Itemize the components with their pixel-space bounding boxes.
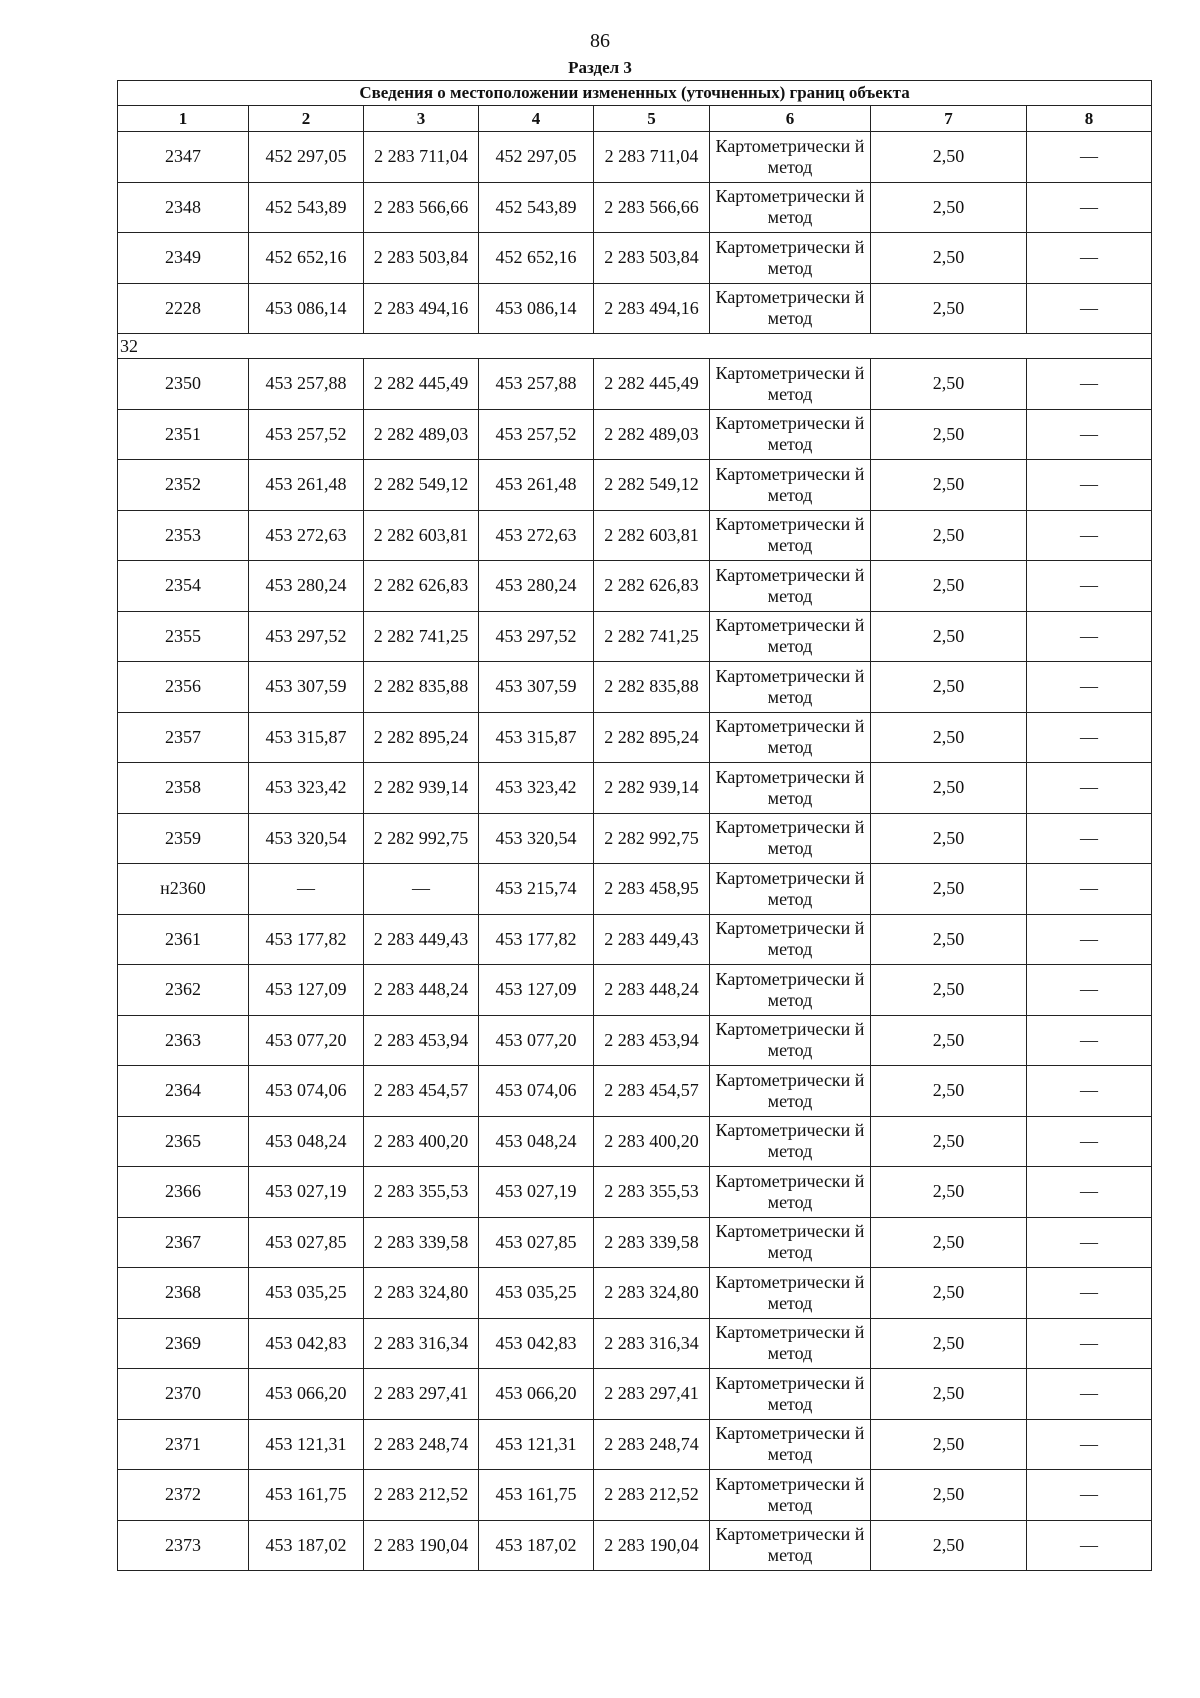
table-row [118, 1520, 1152, 1571]
y-existing-cell: 2 283 400,20 [364, 1116, 479, 1167]
table-row [118, 1470, 1152, 1521]
table-row [118, 864, 1152, 915]
y-refined-cell: 2 282 549,12 [594, 460, 710, 511]
table-caption-row [118, 81, 1152, 106]
method-cell: Картометрически й метод [710, 561, 871, 612]
accuracy-cell: 2,50 [871, 1318, 1027, 1369]
x-refined-cell: 453 042,83 [479, 1318, 594, 1369]
description-cell: — [1027, 1217, 1152, 1268]
x-existing-cell: 453 257,88 [249, 359, 364, 410]
table-row [118, 1116, 1152, 1167]
x-existing-cell: 453 177,82 [249, 914, 364, 965]
point-id-cell: 2373 [118, 1520, 249, 1571]
description-cell: — [1027, 611, 1152, 662]
method-cell: Картометрически й метод [710, 965, 871, 1016]
y-refined-cell: 2 283 503,84 [594, 233, 710, 284]
x-existing-cell: 452 543,89 [249, 182, 364, 233]
x-refined-cell: 453 127,09 [479, 965, 594, 1016]
x-refined-cell: 452 543,89 [479, 182, 594, 233]
x-refined-cell: 453 320,54 [479, 813, 594, 864]
table-row [118, 1167, 1152, 1218]
y-existing-cell: 2 283 449,43 [364, 914, 479, 965]
method-cell: Картометрически й метод [710, 182, 871, 233]
point-id-cell: 2362 [118, 965, 249, 1016]
description-cell: — [1027, 1369, 1152, 1420]
table-row [118, 182, 1152, 233]
x-existing-cell: — [249, 864, 364, 915]
y-existing-cell: 2 282 603,81 [364, 510, 479, 561]
table-row [118, 611, 1152, 662]
point-id-cell: 2363 [118, 1015, 249, 1066]
y-refined-cell: 2 282 939,14 [594, 763, 710, 814]
x-refined-cell: 453 280,24 [479, 561, 594, 612]
table-row [118, 409, 1152, 460]
point-id-cell: 2348 [118, 182, 249, 233]
table-row [118, 1268, 1152, 1319]
table-row [118, 763, 1152, 814]
y-existing-cell: 2 283 316,34 [364, 1318, 479, 1369]
method-cell: Картометрически й метод [710, 1470, 871, 1521]
accuracy-cell: 2,50 [871, 409, 1027, 460]
y-existing-cell: 2 283 494,16 [364, 283, 479, 334]
y-existing-cell: 2 283 566,66 [364, 182, 479, 233]
y-refined-cell: 2 283 448,24 [594, 965, 710, 1016]
point-id-cell: 2354 [118, 561, 249, 612]
x-existing-cell: 453 027,19 [249, 1167, 364, 1218]
table-row [118, 510, 1152, 561]
y-refined-cell: 2 283 711,04 [594, 132, 710, 183]
accuracy-cell: 2,50 [871, 813, 1027, 864]
table-caption: Сведения о местоположении измененных (уточненных) границ объекта [118, 81, 1152, 106]
accuracy-cell: 2,50 [871, 1217, 1027, 1268]
table-row [118, 1369, 1152, 1420]
point-id-cell: 2358 [118, 763, 249, 814]
point-id-cell: 2350 [118, 359, 249, 410]
x-existing-cell: 453 272,63 [249, 510, 364, 561]
method-cell: Картометрически й метод [710, 1167, 871, 1218]
y-refined-cell: 2 283 324,80 [594, 1268, 710, 1319]
description-cell: — [1027, 1318, 1152, 1369]
table-row [118, 460, 1152, 511]
x-existing-cell: 453 323,42 [249, 763, 364, 814]
table-row [118, 132, 1152, 183]
description-cell: — [1027, 1419, 1152, 1470]
x-existing-cell: 453 086,14 [249, 283, 364, 334]
x-existing-cell: 453 035,25 [249, 1268, 364, 1319]
point-id-cell: 2357 [118, 712, 249, 763]
table-row [118, 965, 1152, 1016]
y-refined-cell: 2 282 626,83 [594, 561, 710, 612]
accuracy-cell: 2,50 [871, 283, 1027, 334]
y-existing-cell: 2 282 835,88 [364, 662, 479, 713]
table-row [118, 1015, 1152, 1066]
description-cell: — [1027, 1066, 1152, 1117]
accuracy-cell: 2,50 [871, 1520, 1027, 1571]
description-cell: — [1027, 1015, 1152, 1066]
accuracy-cell: 2,50 [871, 132, 1027, 183]
y-existing-cell: 2 283 297,41 [364, 1369, 479, 1420]
method-cell: Картометрически й метод [710, 864, 871, 915]
column-number: 3 [364, 106, 479, 132]
column-number-row [118, 106, 1152, 132]
x-refined-cell: 453 027,85 [479, 1217, 594, 1268]
point-id-cell: 2359 [118, 813, 249, 864]
y-existing-cell: 2 282 445,49 [364, 359, 479, 410]
x-existing-cell: 453 261,48 [249, 460, 364, 511]
y-existing-cell: 2 283 454,57 [364, 1066, 479, 1117]
y-refined-cell: 2 283 458,95 [594, 864, 710, 915]
page-number: 86 [590, 30, 610, 52]
y-refined-cell: 2 282 992,75 [594, 813, 710, 864]
column-number: 2 [249, 106, 364, 132]
table-row [118, 359, 1152, 410]
table-row [118, 1419, 1152, 1470]
x-existing-cell: 453 320,54 [249, 813, 364, 864]
point-id-cell: 2228 [118, 283, 249, 334]
accuracy-cell: 2,50 [871, 1167, 1027, 1218]
method-cell: Картометрически й метод [710, 233, 871, 284]
x-existing-cell: 453 161,75 [249, 1470, 364, 1521]
method-cell: Картометрически й метод [710, 1369, 871, 1420]
description-cell: — [1027, 510, 1152, 561]
method-cell: Картометрически й метод [710, 763, 871, 814]
accuracy-cell: 2,50 [871, 1066, 1027, 1117]
x-existing-cell: 453 315,87 [249, 712, 364, 763]
y-existing-cell: 2 283 324,80 [364, 1268, 479, 1319]
description-cell: — [1027, 763, 1152, 814]
method-cell: Картометрически й метод [710, 132, 871, 183]
x-refined-cell: 453 035,25 [479, 1268, 594, 1319]
x-refined-cell: 453 086,14 [479, 283, 594, 334]
y-existing-cell: 2 283 190,04 [364, 1520, 479, 1571]
table-row [118, 283, 1152, 334]
accuracy-cell: 2,50 [871, 864, 1027, 915]
x-existing-cell: 452 297,05 [249, 132, 364, 183]
y-existing-cell: 2 283 453,94 [364, 1015, 479, 1066]
point-id-cell: н2360 [118, 864, 249, 915]
y-existing-cell: 2 282 992,75 [364, 813, 479, 864]
y-refined-cell: 2 283 400,20 [594, 1116, 710, 1167]
point-id-cell: 2372 [118, 1470, 249, 1521]
y-refined-cell: 2 283 449,43 [594, 914, 710, 965]
method-cell: Картометрически й метод [710, 611, 871, 662]
column-number: 6 [710, 106, 871, 132]
x-existing-cell: 453 048,24 [249, 1116, 364, 1167]
section-title: Раздел 3 [568, 58, 632, 77]
x-refined-cell: 453 161,75 [479, 1470, 594, 1521]
y-refined-cell: 2 282 835,88 [594, 662, 710, 713]
description-cell: — [1027, 132, 1152, 183]
y-refined-cell: 2 283 355,53 [594, 1167, 710, 1218]
accuracy-cell: 2,50 [871, 712, 1027, 763]
y-refined-cell: 2 282 603,81 [594, 510, 710, 561]
description-cell: — [1027, 460, 1152, 511]
y-existing-cell: 2 283 448,24 [364, 965, 479, 1016]
accuracy-cell: 2,50 [871, 510, 1027, 561]
description-cell: — [1027, 965, 1152, 1016]
point-id-cell: 2370 [118, 1369, 249, 1420]
method-cell: Картометрически й метод [710, 1066, 871, 1117]
x-refined-cell: 453 307,59 [479, 662, 594, 713]
y-refined-cell: 2 283 494,16 [594, 283, 710, 334]
method-cell: Картометрически й метод [710, 1520, 871, 1571]
x-refined-cell: 453 215,74 [479, 864, 594, 915]
column-number: 5 [594, 106, 710, 132]
method-cell: Картометрически й метод [710, 1116, 871, 1167]
y-existing-cell: 2 283 248,74 [364, 1419, 479, 1470]
x-existing-cell: 453 121,31 [249, 1419, 364, 1470]
x-refined-cell: 453 315,87 [479, 712, 594, 763]
point-id-cell: 2349 [118, 233, 249, 284]
x-refined-cell: 453 027,19 [479, 1167, 594, 1218]
x-existing-cell: 453 042,83 [249, 1318, 364, 1369]
description-cell: — [1027, 561, 1152, 612]
accuracy-cell: 2,50 [871, 359, 1027, 410]
point-id-cell: 2364 [118, 1066, 249, 1117]
description-cell: — [1027, 182, 1152, 233]
x-existing-cell: 453 074,06 [249, 1066, 364, 1117]
point-id-cell: 2367 [118, 1217, 249, 1268]
y-existing-cell: 2 283 711,04 [364, 132, 479, 183]
description-cell: — [1027, 359, 1152, 410]
description-cell: — [1027, 409, 1152, 460]
x-existing-cell: 453 257,52 [249, 409, 364, 460]
method-cell: Картометрически й метод [710, 510, 871, 561]
method-cell: Картометрически й метод [710, 1318, 871, 1369]
x-existing-cell: 453 187,02 [249, 1520, 364, 1571]
y-refined-cell: 2 283 316,34 [594, 1318, 710, 1369]
table-row [118, 1318, 1152, 1369]
table-body [118, 132, 1152, 1571]
description-cell: — [1027, 1520, 1152, 1571]
y-existing-cell: 2 283 212,52 [364, 1470, 479, 1521]
table-row [118, 813, 1152, 864]
accuracy-cell: 2,50 [871, 1470, 1027, 1521]
description-cell: — [1027, 1116, 1152, 1167]
x-refined-cell: 453 048,24 [479, 1116, 594, 1167]
accuracy-cell: 2,50 [871, 965, 1027, 1016]
y-refined-cell: 2 283 297,41 [594, 1369, 710, 1420]
x-refined-cell: 453 121,31 [479, 1419, 594, 1470]
accuracy-cell: 2,50 [871, 1116, 1027, 1167]
description-cell: — [1027, 283, 1152, 334]
y-refined-cell: 2 282 895,24 [594, 712, 710, 763]
accuracy-cell: 2,50 [871, 1015, 1027, 1066]
x-refined-cell: 453 187,02 [479, 1520, 594, 1571]
point-id-cell: 2366 [118, 1167, 249, 1218]
accuracy-cell: 2,50 [871, 1268, 1027, 1319]
accuracy-cell: 2,50 [871, 460, 1027, 511]
y-refined-cell: 2 283 190,04 [594, 1520, 710, 1571]
group-label: 32 [118, 334, 1152, 359]
y-refined-cell: 2 283 566,66 [594, 182, 710, 233]
method-cell: Картометрически й метод [710, 460, 871, 511]
y-existing-cell: 2 283 355,53 [364, 1167, 479, 1218]
x-refined-cell: 453 177,82 [479, 914, 594, 965]
method-cell: Картометрически й метод [710, 1419, 871, 1470]
x-existing-cell: 452 652,16 [249, 233, 364, 284]
accuracy-cell: 2,50 [871, 561, 1027, 612]
x-refined-cell: 453 297,52 [479, 611, 594, 662]
x-refined-cell: 453 323,42 [479, 763, 594, 814]
method-cell: Картометрически й метод [710, 813, 871, 864]
point-id-cell: 2365 [118, 1116, 249, 1167]
description-cell: — [1027, 233, 1152, 284]
y-existing-cell: 2 282 626,83 [364, 561, 479, 612]
point-id-cell: 2347 [118, 132, 249, 183]
description-cell: — [1027, 1268, 1152, 1319]
y-existing-cell: 2 282 895,24 [364, 712, 479, 763]
y-refined-cell: 2 283 453,94 [594, 1015, 710, 1066]
description-cell: — [1027, 1167, 1152, 1218]
point-id-cell: 2368 [118, 1268, 249, 1319]
column-number: 1 [118, 106, 249, 132]
y-refined-cell: 2 282 741,25 [594, 611, 710, 662]
method-cell: Картометрически й метод [710, 359, 871, 410]
point-id-cell: 2361 [118, 914, 249, 965]
description-cell: — [1027, 712, 1152, 763]
description-cell: — [1027, 914, 1152, 965]
x-refined-cell: 452 652,16 [479, 233, 594, 284]
description-cell: — [1027, 662, 1152, 713]
table-row [118, 1066, 1152, 1117]
x-existing-cell: 453 127,09 [249, 965, 364, 1016]
table-row [118, 662, 1152, 713]
method-cell: Картометрически й метод [710, 1268, 871, 1319]
x-refined-cell: 453 257,52 [479, 409, 594, 460]
accuracy-cell: 2,50 [871, 1369, 1027, 1420]
method-cell: Картометрически й метод [710, 1015, 871, 1066]
accuracy-cell: 2,50 [871, 182, 1027, 233]
accuracy-cell: 2,50 [871, 914, 1027, 965]
x-existing-cell: 453 280,24 [249, 561, 364, 612]
x-refined-cell: 453 272,63 [479, 510, 594, 561]
y-existing-cell: — [364, 864, 479, 915]
y-refined-cell: 2 282 445,49 [594, 359, 710, 410]
y-existing-cell: 2 283 503,84 [364, 233, 479, 284]
accuracy-cell: 2,50 [871, 233, 1027, 284]
x-existing-cell: 453 027,85 [249, 1217, 364, 1268]
x-refined-cell: 453 074,06 [479, 1066, 594, 1117]
y-existing-cell: 2 282 489,03 [364, 409, 479, 460]
y-existing-cell: 2 282 741,25 [364, 611, 479, 662]
point-id-cell: 2355 [118, 611, 249, 662]
point-id-cell: 2351 [118, 409, 249, 460]
x-refined-cell: 452 297,05 [479, 132, 594, 183]
column-number: 4 [479, 106, 594, 132]
x-refined-cell: 453 257,88 [479, 359, 594, 410]
description-cell: — [1027, 1470, 1152, 1521]
method-cell: Картометрически й метод [710, 662, 871, 713]
table-row [118, 561, 1152, 612]
boundary-coordinates-table [117, 80, 1152, 1571]
method-cell: Картометрически й метод [710, 283, 871, 334]
x-existing-cell: 453 307,59 [249, 662, 364, 713]
y-refined-cell: 2 282 489,03 [594, 409, 710, 460]
description-cell: — [1027, 813, 1152, 864]
x-existing-cell: 453 066,20 [249, 1369, 364, 1420]
x-refined-cell: 453 077,20 [479, 1015, 594, 1066]
method-cell: Картометрически й метод [710, 712, 871, 763]
group-row [118, 334, 1152, 359]
table-row [118, 712, 1152, 763]
point-id-cell: 2352 [118, 460, 249, 511]
method-cell: Картометрически й метод [710, 1217, 871, 1268]
accuracy-cell: 2,50 [871, 1419, 1027, 1470]
accuracy-cell: 2,50 [871, 662, 1027, 713]
method-cell: Картометрически й метод [710, 914, 871, 965]
table-row [118, 233, 1152, 284]
y-refined-cell: 2 283 248,74 [594, 1419, 710, 1470]
point-id-cell: 2356 [118, 662, 249, 713]
table-row [118, 1217, 1152, 1268]
y-existing-cell: 2 282 939,14 [364, 763, 479, 814]
column-number: 7 [871, 106, 1027, 132]
accuracy-cell: 2,50 [871, 611, 1027, 662]
y-refined-cell: 2 283 339,58 [594, 1217, 710, 1268]
method-cell: Картометрически й метод [710, 409, 871, 460]
table-row [118, 914, 1152, 965]
x-existing-cell: 453 297,52 [249, 611, 364, 662]
point-id-cell: 2371 [118, 1419, 249, 1470]
y-refined-cell: 2 283 454,57 [594, 1066, 710, 1117]
x-existing-cell: 453 077,20 [249, 1015, 364, 1066]
point-id-cell: 2353 [118, 510, 249, 561]
column-number: 8 [1027, 106, 1152, 132]
accuracy-cell: 2,50 [871, 763, 1027, 814]
x-refined-cell: 453 261,48 [479, 460, 594, 511]
description-cell: — [1027, 864, 1152, 915]
x-refined-cell: 453 066,20 [479, 1369, 594, 1420]
y-refined-cell: 2 283 212,52 [594, 1470, 710, 1521]
point-id-cell: 2369 [118, 1318, 249, 1369]
y-existing-cell: 2 282 549,12 [364, 460, 479, 511]
y-existing-cell: 2 283 339,58 [364, 1217, 479, 1268]
